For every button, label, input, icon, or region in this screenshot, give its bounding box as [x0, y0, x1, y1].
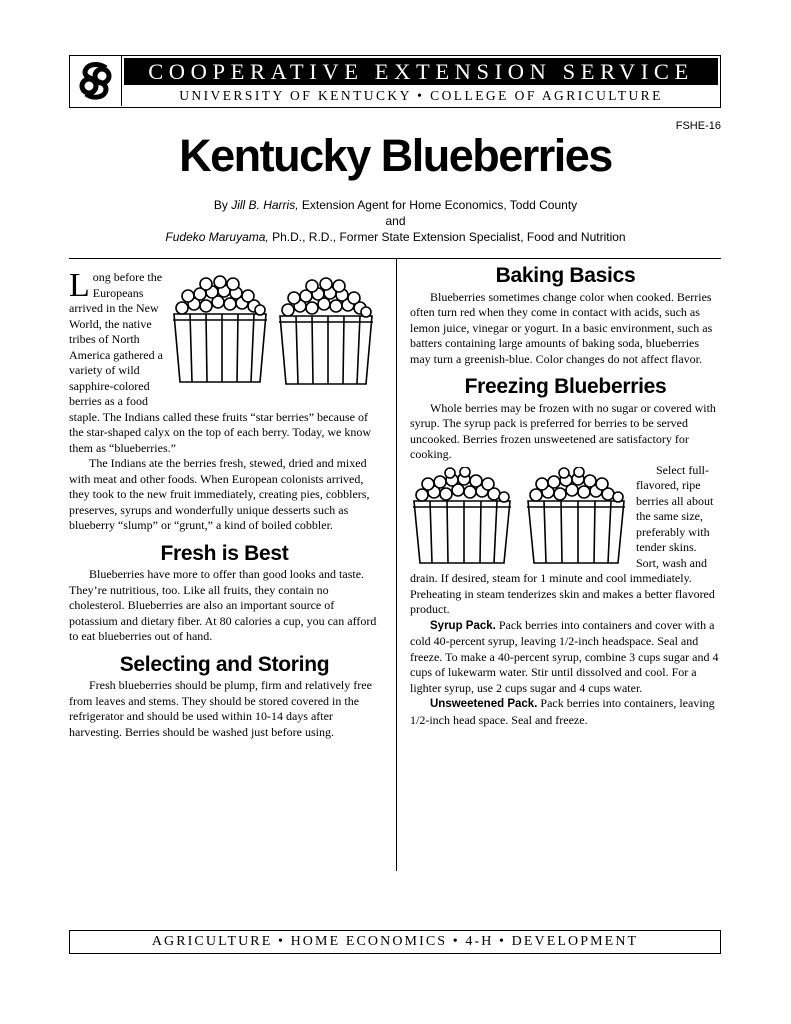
baking-paragraph: Blueberries sometimes change color when cooked. Berries often turn red when they come in contact with acids, such as lemon juice, vinegar or yogurt. In a basic environment, such as batters containing large amounts of baking soda, blueberries may turn a greenish-blue. Color changes do not affect flavor. [410, 289, 713, 366]
heading-fresh: Fresh is Best [160, 541, 289, 565]
org-line: COOPERATIVE EXTENSION SERVICE [124, 58, 718, 85]
heading-baking: Baking Basics [495, 264, 636, 287]
byline [0, 197, 791, 245]
author1-role: Extension Agent for Home Economics, Todd County [301, 198, 578, 212]
heading-selecting: Selecting and Storing [119, 652, 330, 676]
blueberry-baskets-icon [410, 467, 632, 567]
byline-author1 [0, 197, 791, 213]
extension-logo-icon [70, 56, 122, 106]
fresh-paragraph: Blueberries have more to offer than good looks and taste. They’re nutritious, too. Like all fruits, they contain no cholesterol. Blueberries are also an important source of potassium and dietary fiber. At 80 calories a cup, you can afford to eat blueberries out of hand. [69, 567, 377, 643]
freezing-paragraph-2: Select full-flavored, ripe berries all about the same size, preferably with tender skins. Sort, wash and drain. If desired, steam for 1 minute and cool immediately. Preheating in steam tenderizes skin and makes a better flavored product. [410, 462, 715, 616]
heading-freezing: Freezing Blueberries [464, 375, 667, 398]
header-rule [69, 258, 721, 259]
author2-role: Ph.D., R.D., Former State Extension Specialist, Food and Nutrition [272, 230, 626, 244]
drop-cap: L [69, 267, 90, 304]
syrup-pack-label: Syrup Pack. [430, 619, 496, 632]
syrup-pack-paragraph: Syrup Pack. Pack berries into containers and cover with a cold 40-percent syrup, leaving 1/2-inch headspace. Seal and freeze. To make a 40-percent syrup, combine 3 cups sugar and 4 cups of lukewarm water. Stir until dissolved and cool. For a lighter syrup, use 2 cups sugar and 4 cups water. [410, 617, 719, 695]
byline-by: By [213, 198, 228, 212]
unsweetened-pack-label: Unsweetened Pack. [430, 698, 538, 710]
footer-banner: AGRICULTURE • HOME ECONOMICS • 4-H • DEVELOPMENT [69, 930, 721, 954]
right-column [410, 264, 721, 728]
byline-and: and [385, 214, 406, 228]
header-banner [69, 55, 721, 108]
doc-code: FSHE-16 [675, 120, 721, 132]
left-column [69, 267, 380, 740]
intro-paragraph-1: Long before the Europeans arrived in the New World, the native tribes of North America gathered a variety of wild sapphire-colored berries as a food staple. The Indians called these fruits “star berries” because of the star-shaped calyx on the top of each berry. Today, we know them as “blueberries.” [69, 267, 372, 455]
author2-name: Fudeko Maruyama, [165, 230, 269, 244]
column-divider [396, 259, 397, 871]
page-title: Kentucky Blueberries [179, 130, 612, 181]
selecting-paragraph: Fresh blueberries should be plump, firm and relatively free from leaves and stems. They should be stored covered in the refrigerator and should be used within 10-14 days after harvesting. Berries should be washed just before using. [69, 678, 372, 739]
blueberry-baskets-icon [170, 274, 380, 394]
freezing-paragraph-1: Whole berries may be frozen with no sugar or covered with syrup. The syrup pack is preferred for berries to be served uncooked. Berries frozen unsweetened are satisfactory for cooking. [410, 400, 716, 461]
author1-name: Jill B. Harris, [231, 198, 299, 212]
univ-line: UNIVERSITY OF KENTUCKY • COLLEGE OF AGRICULTURE [179, 88, 663, 103]
intro-paragraph-2: The Indians ate the berries fresh, stewed, dried and mixed with meat and other foods. When European colonists arrived, they took to the new fruit immediately, creating pies, cobblers, preserves, syrups and wonderfully unique desserts such as blueberry “slump” or “grunt,” a kind of boiled cobbler. [69, 456, 370, 532]
byline-author2 [0, 229, 791, 245]
unsweetened-pack-paragraph: Unsweetened Pack. Pack berries into containers, leaving 1/2-inch head space. Seal and freeze. [410, 696, 715, 727]
